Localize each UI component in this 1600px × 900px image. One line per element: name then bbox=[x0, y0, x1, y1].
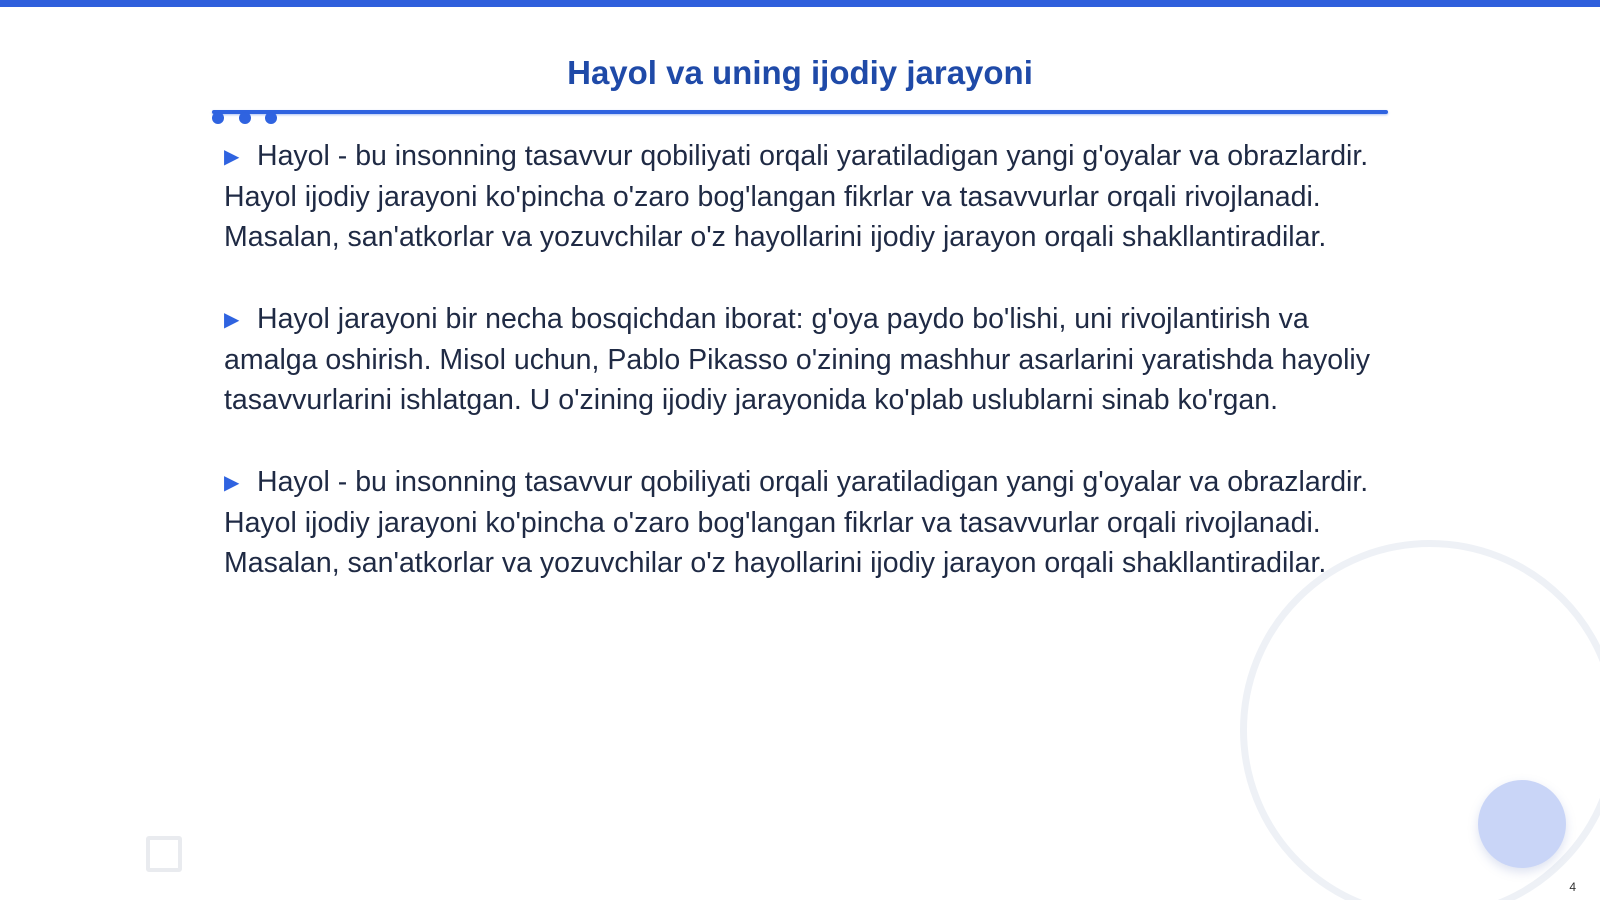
triangle-right-icon: ▶ bbox=[224, 309, 240, 331]
slide-title: Hayol va uning ijodiy jarayoni bbox=[567, 54, 1033, 91]
top-accent-bar bbox=[0, 0, 1600, 7]
triangle-right-icon: ▶ bbox=[224, 146, 240, 168]
bullet-paragraph bbox=[224, 299, 1384, 420]
decorative-square bbox=[146, 836, 182, 872]
bullet-paragraph bbox=[224, 462, 1384, 583]
paragraph-text: Hayol - bu insonning tasavvur qobiliyati orqali yaratiladigan yangi g'oyalar va obrazlardir. Hayol ijodiy jarayoni ko'pincha o'zaro bog'langan fikrlar va tasavvurlar orqali rivojlanadi. Masalan, san'atkorlar va yozuvchilar o'z hayollarini ijodiy jarayon orqali shakllantiradilar. bbox=[224, 140, 1369, 253]
paragraph-text: Hayol jarayoni bir necha bosqichdan iborat: g'oya paydo bo'lishi, uni rivojlantirish va amalga oshirish. Misol uchun, Pablo Pikasso o'zining mashhur asarlarini yaratishda hayoliy tasavvurlarini ishlatgan. U o'zining ijodiy jarayonida ko'plab uslublarni sinab ko'rgan. bbox=[224, 303, 1371, 416]
decorative-circle bbox=[1478, 780, 1566, 868]
bullet-paragraph bbox=[224, 136, 1384, 257]
decorative-dot bbox=[265, 112, 277, 124]
title-underline bbox=[212, 110, 1388, 114]
slide-content bbox=[224, 136, 1384, 625]
decorative-dot bbox=[239, 112, 251, 124]
triangle-right-icon: ▶ bbox=[224, 472, 240, 494]
paragraph-text: Hayol - bu insonning tasavvur qobiliyati orqali yaratiladigan yangi g'oyalar va obrazlardir. Hayol ijodiy jarayoni ko'pincha o'zaro bog'langan fikrlar va tasavvurlar orqali rivojlanadi. Masalan, san'atkorlar va yozuvchilar o'z hayollarini ijodiy jarayon orqali shakllantiradilar. bbox=[224, 466, 1369, 579]
page-number: 4 bbox=[1569, 880, 1576, 894]
decorative-dot bbox=[212, 112, 224, 124]
